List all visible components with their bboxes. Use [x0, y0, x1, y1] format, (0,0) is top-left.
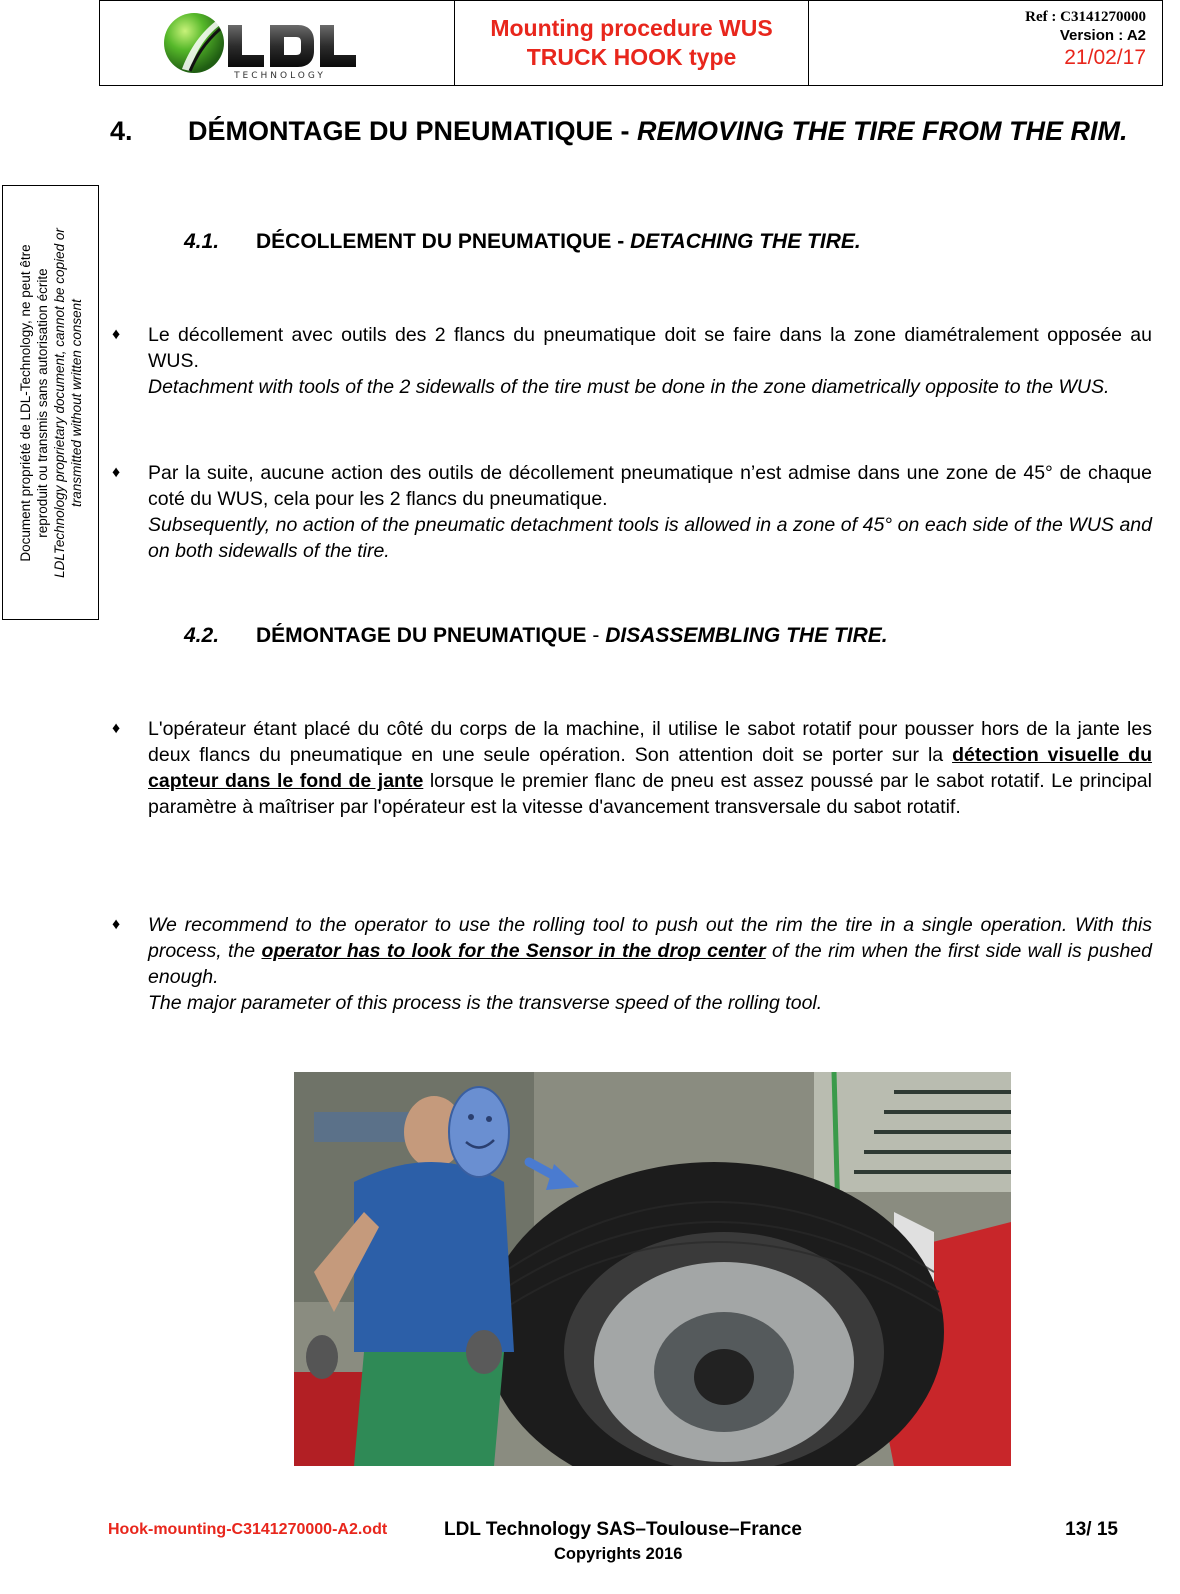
- footer-filename: Hook-mounting-C3141270000-A2.odt: [108, 1521, 388, 1538]
- bullet-4-2-en-text: We recommend to the operator to use the rolling tool to push out the rim the tire in a single operation. With this process, the operator has to look for the Sensor in the drop center of the rim when the first side wall is pushed enough.: [148, 914, 1152, 988]
- notice-line-2: reproduit ou transmis sans autorisation écrite: [34, 267, 50, 538]
- section-4-2-heading: [184, 623, 888, 649]
- logo-cell: [100, 1, 455, 85]
- document-date: 21/02/17: [1064, 46, 1146, 69]
- logo-tagline: TECHNOLOGY: [234, 71, 326, 81]
- notice-line-4: transmitted without written consent: [68, 298, 84, 507]
- reference-cell: [809, 1, 1162, 85]
- title-line-2: TRUCK HOOK type: [526, 44, 737, 70]
- bullet-4-2-fr: [112, 716, 1152, 820]
- bullet-diamond-icon: ♦: [112, 720, 121, 737]
- section-4-number: 4.: [110, 116, 133, 146]
- section-4-2-separator: -: [586, 624, 606, 647]
- section-4-title-fr: DÉMONTAGE DU PNEUMATIQUE -: [188, 116, 637, 146]
- bullet-4-2-en-line2: The major parameter of this process is the transverse speed of the rolling tool.: [148, 992, 823, 1014]
- photo-illustration: [294, 1072, 1011, 1466]
- footer-copyright: Copyrights 2016: [554, 1545, 683, 1563]
- smiley-face-icon: [449, 1087, 509, 1177]
- bullet-4-2-en-emphasis: operator has to look for the Sensor in the drop center: [261, 940, 766, 962]
- bullet-diamond-icon: ♦: [112, 464, 121, 481]
- bullet-4-1-b: [112, 460, 1152, 564]
- bullet-4-1-b-fr: Par la suite, aucune action des outils de décollement pneumatique n’est admise dans une zone de 45° de chaque coté du WUS, cela pour les 2 flancs du pneumatique.: [148, 462, 1152, 510]
- confidentiality-notice: [2, 185, 99, 620]
- notice-line-1: Document propriété de LDL-Technology, ne peut être: [17, 243, 33, 562]
- notice-line-3: LDLTechnology proprietary document, cannot be copied or: [51, 227, 67, 578]
- section-4-2-number: 4.2.: [184, 624, 220, 647]
- section-4-2-title-fr: DÉMONTAGE DU PNEUMATIQUE: [256, 624, 587, 647]
- section-4-1-heading: [184, 229, 861, 255]
- title-line-1: Mounting procedure WUS: [490, 15, 773, 41]
- footer-company: LDL Technology SAS–Toulouse–France: [444, 1519, 802, 1540]
- ldl-logo: [162, 13, 362, 81]
- section-4-1-title-en: DETACHING THE TIRE.: [630, 230, 861, 253]
- page-footer: [108, 1521, 1148, 1581]
- document-title: [455, 1, 809, 85]
- bullet-diamond-icon: ♦: [112, 916, 121, 933]
- bullet-4-1-b-en: Subsequently, no action of the pneumatic detachment tools is allowed in a zone of 45° on each side of the WUS and on both sidewalls of the tire.: [148, 514, 1152, 562]
- bullet-4-1-a-fr: Le décollement avec outils des 2 flancs du pneumatique doit se faire dans la zone diamétralement opposée au WUS.: [148, 324, 1152, 372]
- bullet-4-1-a-en: Detachment with tools of the 2 sidewalls of the tire must be done in the zone diametrically opposite to the WUS.: [148, 376, 1110, 398]
- section-4-title-en: REMOVING THE TIRE FROM THE RIM.: [637, 116, 1128, 146]
- section-4-2-title-en: DISASSEMBLING THE TIRE.: [605, 624, 888, 647]
- footer-page-number: 13/ 15: [1065, 1519, 1118, 1540]
- section-4-1-title-fr: DÉCOLLEMENT DU PNEUMATIQUE -: [256, 230, 631, 253]
- header-table: [99, 0, 1163, 86]
- bullet-4-2-fr-emphasis: détection visuelle du capteur dans le fond de jante: [148, 744, 1152, 792]
- bullet-4-2-en: [112, 912, 1152, 1016]
- bullet-4-2-fr-text: L'opérateur étant placé du côté du corps de la machine, il utilise le sabot rotatif pour pousser hors de la jante les deux flancs du pneumatique en une seule opération. Son attention doit se porter sur la détection visuelle du capteur dans le fond de jante lorsque le premier flanc de pneu est assez poussé par le sabot rotatif. Le principal paramètre à maîtriser par l'opérateur est la vitesse d'avancement transversale du sabot rotatif.: [148, 718, 1152, 818]
- bullet-diamond-icon: ♦: [112, 326, 121, 343]
- bullet-4-1-a: [112, 322, 1152, 400]
- section-4-1-number: 4.1.: [184, 230, 220, 253]
- version: Version : A2: [1059, 27, 1146, 44]
- operator-tire-photo: [294, 1072, 1011, 1466]
- reference-number: Ref : C3141270000: [1025, 9, 1146, 25]
